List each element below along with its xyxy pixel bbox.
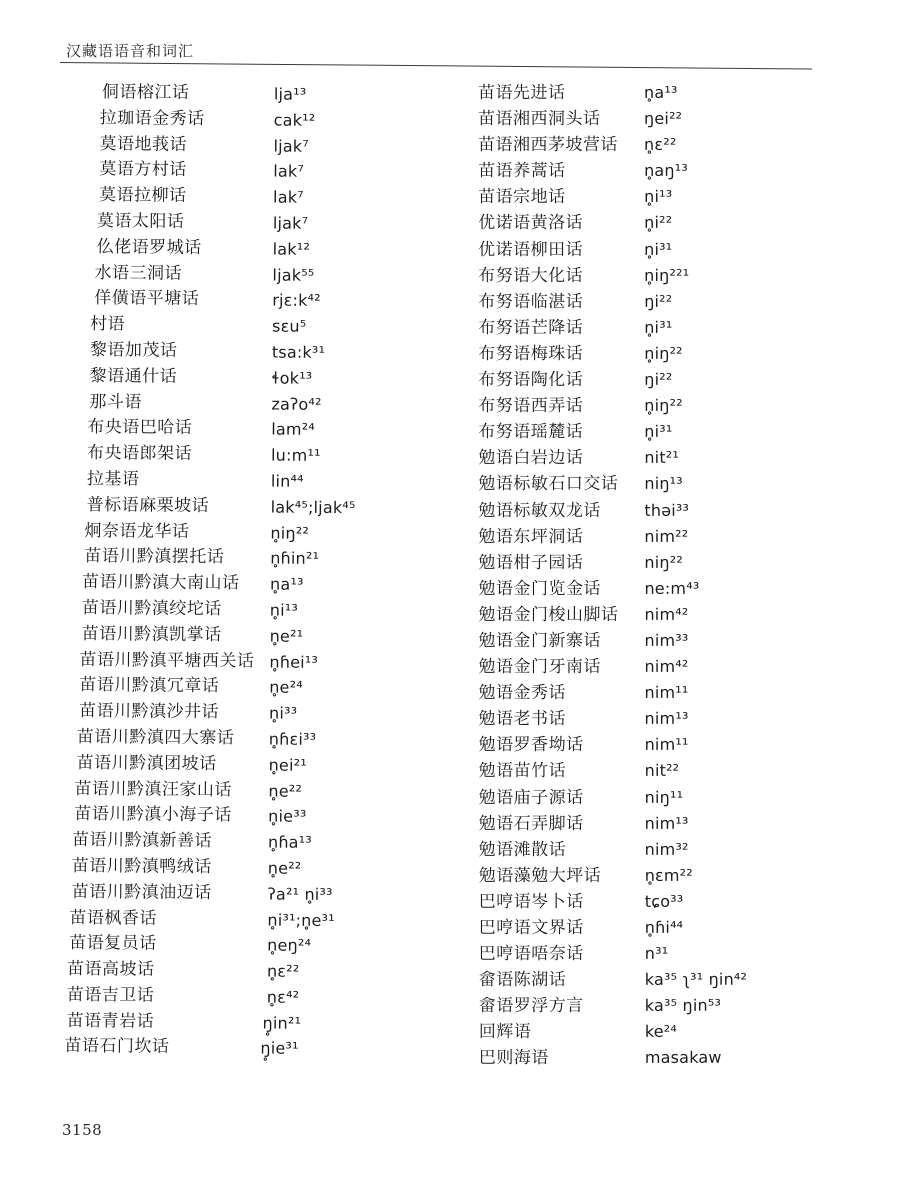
phonetic-form: nim¹¹ — [644, 682, 689, 703]
right-column-entry — [478, 471, 838, 497]
phonetic-form: ʔa²¹ n̥i³³ — [267, 884, 333, 904]
left-column-entry — [78, 80, 468, 109]
right-column-entry — [478, 367, 838, 393]
dialect-name: 布努语梅珠话 — [478, 343, 584, 364]
dialect-name: 巴哼语唔奈话 — [478, 944, 584, 965]
phonetic-form: n̥i³¹ — [644, 239, 673, 259]
dialect-name: 布努语大化话 — [478, 265, 584, 286]
left-column-entry — [75, 493, 465, 522]
phonetic-form: n̥i³³ — [268, 703, 298, 723]
dialect-name: 巴哼语文界话 — [478, 917, 584, 938]
dialect-name: 莫语太阳话 — [96, 211, 185, 232]
right-column-entry — [478, 210, 838, 236]
phonetic-form: lak¹² — [272, 239, 311, 259]
phonetic-form: n̥iŋ²² — [644, 395, 683, 415]
dialect-name: 苗语湘西茅坡营话 — [478, 135, 619, 156]
left-column-entry — [73, 673, 463, 702]
left-column — [64, 80, 468, 1063]
phonetic-form: n̥e²² — [268, 781, 303, 801]
dialect-name: 勉语标敏双龙话 — [478, 500, 601, 521]
left-column-entry — [75, 415, 465, 444]
phonetic-form: n̥e²¹ — [269, 626, 304, 646]
dialect-name: 勉语苗竹话 — [478, 761, 567, 782]
dialect-name: 布央语巴哈话 — [87, 417, 193, 439]
left-column-entry — [64, 1034, 460, 1063]
left-column-entry — [73, 751, 463, 780]
phonetic-form: nit²¹ — [644, 448, 680, 468]
dialect-name: 苗语养蒿话 — [478, 161, 566, 182]
left-column-entry — [76, 312, 466, 341]
dialect-name: 布央语郎架话 — [86, 443, 193, 465]
dialect-name: 苗语川黔滇绞坨话 — [81, 597, 222, 620]
left-column-entry — [73, 725, 463, 754]
right-column-entry — [478, 497, 838, 523]
right-column-entry — [479, 993, 839, 1019]
left-column-entry — [77, 132, 467, 161]
dialect-name: 巴则海语 — [478, 1048, 549, 1069]
dialect-name: 仫佬语罗城话 — [96, 236, 202, 258]
left-column-entry — [75, 467, 465, 496]
dialect-name: 布努语西弄话 — [478, 396, 584, 417]
right-column-entry — [479, 836, 839, 862]
left-column-entry — [73, 699, 463, 728]
phonetic-form: n̥i²² — [644, 213, 673, 233]
running-header: 汉藏语语音和词汇 — [66, 42, 195, 60]
dialect-name: 苗语川黔滇团坡话 — [76, 752, 217, 774]
dialect-name: 苗语川黔滇油迈话 — [71, 881, 212, 903]
phonetic-form: ŋi²² — [644, 369, 673, 389]
left-column-entry — [76, 338, 466, 367]
phonetic-form: n̥ɦei¹³ — [269, 652, 319, 672]
phonetic-form: ŋ̥ie³¹ — [260, 1038, 299, 1059]
right-column-entry — [479, 1019, 839, 1045]
phonetic-form: nim¹³ — [644, 709, 689, 729]
right-column-entry — [478, 393, 838, 419]
left-column-entry — [76, 286, 466, 315]
dialect-name: 苗语川黔滇新善话 — [71, 830, 213, 852]
dialect-name: 苗语枫香话 — [69, 907, 157, 929]
phonetic-form: n̥ɛ⁴² — [266, 987, 300, 1007]
phonetic-form: nim¹¹ — [644, 735, 689, 755]
right-column-entry — [479, 889, 839, 915]
phonetic-form: n̥ɦɛi³³ — [268, 729, 317, 749]
phonetic-form: n̥ei²¹ — [268, 755, 307, 775]
dialect-name: 苗语吉卫话 — [66, 984, 155, 1006]
phonetic-form: nim³² — [644, 839, 689, 859]
phonetic-form: niŋ¹³ — [644, 474, 683, 494]
left-column-entry — [73, 648, 463, 677]
phonetic-form: lam²⁴ — [271, 419, 316, 440]
phonetic-form: n̥ɦi⁴⁴ — [644, 917, 684, 937]
phonetic-form: lu:m¹¹ — [270, 445, 321, 466]
left-column-entry — [77, 235, 467, 264]
phonetic-form: n³¹ — [644, 943, 669, 963]
right-column-entry — [478, 315, 838, 341]
phonetic-form: cak¹² — [273, 110, 316, 130]
right-column-entry — [478, 628, 838, 654]
dialect-name: 苗语川黔滇平塘西关话 — [79, 649, 255, 671]
phonetic-form: lak⁷ — [273, 187, 304, 207]
dialect-name: 苗语川黔滇鸭绒话 — [71, 855, 212, 877]
dialect-name: 勉语滩散话 — [478, 839, 567, 860]
dialect-name: 勉语标敏石口交话 — [478, 474, 619, 495]
phonetic-form: n̥ɛ²² — [266, 961, 300, 981]
left-column-entry — [72, 854, 462, 883]
dialect-name: 布努语瑶麓话 — [478, 422, 584, 443]
left-column-entry — [66, 983, 461, 1012]
dialect-name: 苗语川黔滇冗章话 — [79, 675, 220, 697]
phonetic-form: tsa:k³¹ — [271, 342, 326, 362]
right-column-entry — [479, 758, 839, 784]
right-column — [478, 80, 839, 1072]
phonetic-form: thəi³³ — [644, 500, 690, 520]
dialect-name: 拉珈语金秀话 — [99, 107, 205, 129]
right-column-entry — [479, 706, 839, 732]
dialect-name: 勉语金门牙南话 — [478, 656, 602, 678]
phonetic-form: n̥a¹³ — [644, 82, 678, 102]
phonetic-form: rjɛ:k⁴² — [272, 290, 321, 311]
phonetic-form: nim¹³ — [644, 813, 689, 833]
right-column-entry — [478, 523, 838, 549]
dialect-name: 苗语复员话 — [69, 933, 157, 954]
dialect-name: 巴哼语岑卜话 — [478, 891, 584, 912]
left-column-entry — [76, 364, 466, 393]
phonetic-form: ljak⁷ — [272, 213, 309, 233]
right-column-entry — [478, 106, 838, 132]
right-column-entry — [479, 862, 839, 888]
phonetic-form: ne:m⁴³ — [644, 578, 700, 598]
dialect-name: 炯奈语龙华话 — [84, 520, 190, 542]
left-column-entry — [75, 390, 465, 419]
dialect-name: 苗语川黔滇凯掌话 — [81, 623, 222, 645]
right-column-entry — [478, 575, 838, 601]
right-column-entry — [479, 680, 839, 706]
dialect-name: 勉语老书话 — [478, 709, 567, 730]
dialect-name: 回辉语 — [478, 1022, 532, 1043]
right-column-entry — [479, 941, 839, 967]
right-column-entry — [478, 184, 838, 210]
dialect-name: 勉语庙子源话 — [478, 787, 584, 808]
dialect-name: 勉语金门梭山脚话 — [478, 604, 619, 625]
dialect-name: 苗语湘西洞头话 — [478, 108, 601, 130]
left-column-entry — [74, 544, 464, 573]
dialect-name: 勉语石弄脚话 — [478, 813, 584, 834]
right-column-entry — [478, 419, 838, 445]
phonetic-form: nim²² — [644, 526, 689, 546]
dialect-name: 村语 — [90, 314, 126, 335]
left-column-entry — [74, 519, 464, 548]
phonetic-form: n̥iŋ²² — [270, 523, 310, 543]
left-column-entry — [74, 570, 464, 599]
phonetic-form: sɛu⁵ — [271, 316, 307, 336]
phonetic-form: n̥i¹³ — [269, 600, 299, 620]
dialect-name: 布努语陶化话 — [478, 369, 584, 391]
phonetic-form: ka³⁵ ŋin⁵³ — [644, 996, 722, 1016]
dialect-name: 苗语川黔滇四大寨话 — [76, 726, 235, 749]
phonetic-form: nim⁴² — [644, 604, 689, 624]
dialect-name: 布努语芒降话 — [478, 317, 584, 338]
phonetic-form: zaʔo⁴² — [271, 394, 322, 414]
phonetic-form: n̥e²² — [267, 858, 302, 878]
dialect-name: 黎语通什话 — [89, 365, 178, 387]
dialect-name: 侗语榕江话 — [101, 82, 190, 103]
left-column-entry — [72, 776, 462, 805]
phonetic-form: n̥ɦa¹³ — [267, 832, 313, 852]
phonetic-form: n̥i¹³ — [644, 187, 673, 207]
dialect-name: 水语三洞话 — [94, 262, 183, 284]
phonetic-form: n̥aŋ¹³ — [644, 161, 689, 181]
phonetic-form: n̥eŋ²⁴ — [267, 935, 312, 956]
dialect-name: 莫语拉柳话 — [99, 185, 187, 207]
dialect-name: 那斗语 — [89, 391, 143, 413]
dialect-name: 苗语宗地话 — [478, 187, 566, 208]
phonetic-form: niŋ²² — [644, 552, 683, 572]
phonetic-form: nim³³ — [644, 630, 689, 650]
left-column-entry — [74, 596, 464, 625]
dialect-name: 勉语金秀话 — [478, 683, 567, 704]
phonetic-form: n̥i³¹ — [644, 317, 673, 337]
phonetic-form: ljak⁵⁵ — [272, 265, 315, 285]
right-column-entry — [478, 158, 838, 184]
left-column-entry — [75, 441, 465, 470]
page-number: 3158 — [62, 1121, 103, 1139]
left-column-entry — [77, 183, 467, 212]
dialect-name: 勉语金门览金话 — [478, 578, 601, 599]
phonetic-form: tɕo³³ — [644, 891, 684, 911]
dialect-name: 勉语金门新寨话 — [478, 630, 601, 651]
dialect-name: 苗语川黔滇小海子话 — [74, 804, 232, 826]
phonetic-form: nim⁴² — [644, 656, 689, 676]
right-column-entry — [479, 915, 839, 941]
right-column-entry — [478, 341, 838, 367]
right-column-entry — [478, 602, 838, 628]
left-column-entry — [71, 931, 461, 960]
phonetic-form: n̥iŋ²² — [644, 343, 683, 363]
dialect-name: 苗语川黔滇摆托话 — [84, 546, 225, 568]
dialect-name: 黎语加茂话 — [89, 340, 178, 361]
left-column-entry — [71, 905, 461, 934]
phonetic-form: ka³⁵ ʅ³¹ ŋin⁴² — [644, 969, 748, 990]
dialect-name: 苗语青岩话 — [66, 1010, 155, 1032]
dialect-name: 勉语东坪洞话 — [478, 526, 584, 547]
dialect-name: 苗语石门坎话 — [64, 1036, 170, 1058]
phonetic-form: ke²⁴ — [644, 1022, 678, 1042]
right-column-entry — [479, 1045, 839, 1071]
dialect-name: 畲语陈湖话 — [478, 970, 567, 991]
left-column-entry — [66, 1009, 461, 1038]
dialect-name: 苗语川黔滇大南山话 — [81, 572, 240, 594]
right-column-entry — [478, 445, 838, 471]
left-column-entry — [72, 828, 462, 857]
phonetic-form: ŋi²² — [644, 291, 673, 311]
phonetic-form: n̥iŋ²²¹ — [644, 265, 690, 285]
right-column-entry — [478, 262, 838, 288]
left-column-entry — [66, 957, 461, 986]
dialect-name: 勉语柑子园话 — [478, 552, 584, 573]
right-column-entry — [478, 80, 838, 106]
left-column-entry — [74, 622, 464, 651]
phonetic-form: lak⁴⁵;ljak⁴⁵ — [270, 497, 356, 517]
left-column-entry — [77, 157, 467, 186]
dialect-name: 佯僙语平塘话 — [94, 288, 200, 310]
dialect-name: 勉语罗香坳话 — [478, 735, 584, 756]
right-column-entry — [479, 732, 839, 758]
phonetic-form: lak⁷ — [273, 161, 305, 182]
dialect-name: 莫语方村话 — [99, 159, 187, 181]
left-column-entry — [72, 880, 462, 909]
phonetic-form: ŋei²² — [644, 108, 683, 128]
phonetic-form: masakaw — [644, 1048, 722, 1068]
left-column-entry — [77, 209, 467, 238]
dialect-name: 苗语先进话 — [478, 82, 566, 103]
right-column-entry — [479, 784, 839, 810]
right-column-entry — [479, 810, 839, 836]
phonetic-form: n̥i³¹ — [644, 422, 673, 442]
dialect-name: 苗语川黔滇汪家山话 — [74, 778, 233, 800]
phonetic-form: ljak⁷ — [273, 136, 309, 156]
phonetic-form: nit²² — [644, 761, 680, 781]
dialect-name: 苗语川黔滇沙井话 — [78, 701, 220, 723]
dialect-name: 勉语白岩边话 — [478, 448, 584, 469]
phonetic-form: n̥i³¹;n̥e³¹ — [267, 910, 335, 930]
phonetic-form: n̥a¹³ — [269, 574, 304, 594]
phonetic-form: ɬok¹³ — [271, 368, 313, 388]
phonetic-form: n̥ɛ²² — [644, 135, 677, 155]
dialect-name: 勉语藻勉大坪话 — [478, 865, 602, 886]
dialect-name: 优诺语柳田话 — [478, 239, 584, 260]
dialect-name: 普标语麻栗坡话 — [86, 494, 210, 516]
left-column-entry — [72, 802, 462, 831]
phonetic-form: lja¹³ — [273, 84, 307, 104]
phonetic-form: niŋ¹¹ — [644, 787, 684, 807]
phonetic-form: n̥e²⁴ — [269, 677, 303, 698]
right-column-entry — [478, 132, 838, 158]
left-column-entry — [76, 261, 466, 290]
dialect-name: 莫语地莪话 — [99, 133, 188, 155]
dialect-name: 布努语临湛话 — [478, 291, 584, 312]
left-column-entry — [78, 106, 468, 135]
phonetic-form: lin⁴⁴ — [270, 471, 304, 491]
phonetic-form: n̥ɛm²² — [644, 865, 693, 885]
dialect-name: 优诺语黄洛话 — [478, 213, 584, 234]
dialect-name: 拉基语 — [86, 469, 140, 490]
right-column-entry — [478, 288, 838, 314]
phonetic-form: n̥ie³³ — [268, 806, 307, 827]
phonetic-form: ŋ̥in²¹ — [262, 1013, 302, 1033]
right-column-entry — [478, 236, 838, 262]
dialect-name: 畲语罗浮方言 — [478, 996, 584, 1017]
right-column-entry — [478, 549, 838, 575]
right-column-entry — [479, 654, 839, 680]
phonetic-form: n̥ɦin²¹ — [270, 548, 320, 569]
dialect-name: 苗语高坡话 — [66, 959, 155, 980]
header-rule — [60, 62, 812, 70]
right-column-entry — [479, 967, 839, 993]
